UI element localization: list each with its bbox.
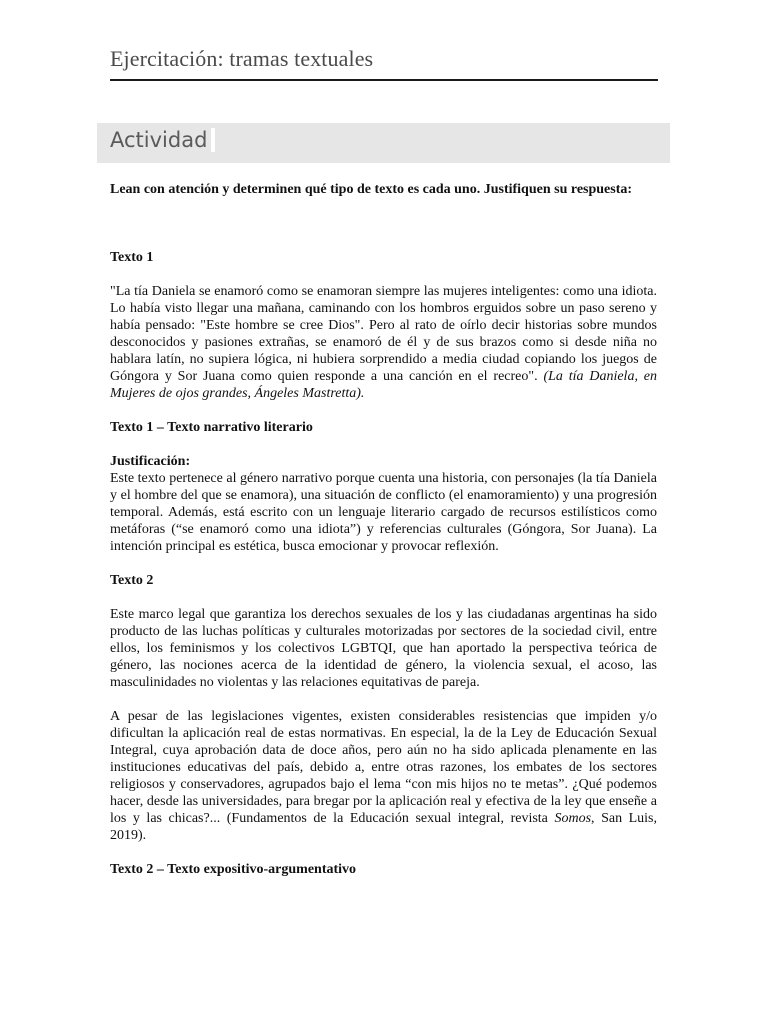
texto1-answer-heading: Texto 1 – Texto narrativo literario xyxy=(110,420,313,435)
texto2-answer-heading: Texto 2 – Texto expositivo-argumentativo xyxy=(110,862,357,877)
justification-text: Este texto pertenece al género narrativo porque cuenta una historia, con personajes (la tía Daniela y el hombre del que se enamora), una situación de conflicto (el enamoramiento) y una progresión temporal. Además, está escrito con un lenguaje literario cargado de recursos estilísticos como metáforas (“se enamoró como una idiota”) y referencias culturales (Góngora, Sor Juana). La intención principal es estética, busca emocionar y provocar reflexión. xyxy=(110,471,657,554)
texto1-paragraph xyxy=(110,283,657,402)
texto2-paragraph-2-main: A pesar de las legislaciones vigentes, existen considerables resistencias que impiden y/o dificultan la aplicación real de estas normativas. En especial, la de la Ley de Educación Sexual Integral, cuya aprobación data de doce años, pero aún no ha sido aplicada plenamente en las instituciones educativas del país, debido a, entre otras razones, los embates de los sectores religiosos y conservadores, agrupados bajo el lema “con mis hijos no te metas”. ¿Qué podemos hacer, desde las universidades, para bregar por la aplicación real y efectiva de la ley que enseñe a los y las chicas?... (Fundamentos de la Educación sexual integral, revista xyxy=(110,709,657,826)
instructions: Lean con atención y determinen qué tipo de texto es cada uno. Justifiquen su respuesta: xyxy=(110,182,633,197)
justification-label: Justificación: xyxy=(110,454,191,469)
document-body xyxy=(110,181,657,878)
texto1-source: (La tía Daniela, en Mujeres de ojos grandes, Ángeles Mastretta). xyxy=(110,369,658,401)
texto1-body: "La tía Daniela se enamoró como se enamoran siempre las mujeres inteligentes: como una idiota. Lo había visto llegar una mañana, caminando con los hombros erguidos sobre un paso sereno y había pensado: "Este hombre se cree Dios". Pero al rato de oírlo decir historias sobre mundos desconocidos y pasiones extrañas, se enamoró de él y de sus brazos como si desde niña no hablara latín, no supiera lógica, ni hubiera sorprendido a media ciudad copiando los juegos de Góngora y Sor Juana como quien responde a una canción en el recreo". xyxy=(110,284,657,384)
page-title: Ejercitación: tramas textuales xyxy=(110,46,658,81)
texto2-paragraph-1: Este marco legal que garantiza los derechos sexuales de los y las ciudadanas argentinas ha sido producto de las luchas políticas y culturales motorizadas por sectores de la sociedad civil, entre ellos, los feminismos y los colectivos LGBTQI, que han aportado la perspectiva teórica de género, las nociones acerca de la identidad de género, la violencia sexual, el acoso, las masculinidades no violentas y las relaciones equitativas de pareja. xyxy=(110,607,657,690)
texto2-source-end: , San Luis, 2019). xyxy=(110,811,657,843)
section-header-label: Actividad xyxy=(110,128,215,152)
texto2-heading: Texto 2 xyxy=(110,573,154,588)
texto2-source-italic: Somos xyxy=(554,811,592,826)
texto2-paragraph-2 xyxy=(110,708,657,844)
section-header xyxy=(97,123,670,163)
texto1-heading: Texto 1 xyxy=(110,250,154,265)
